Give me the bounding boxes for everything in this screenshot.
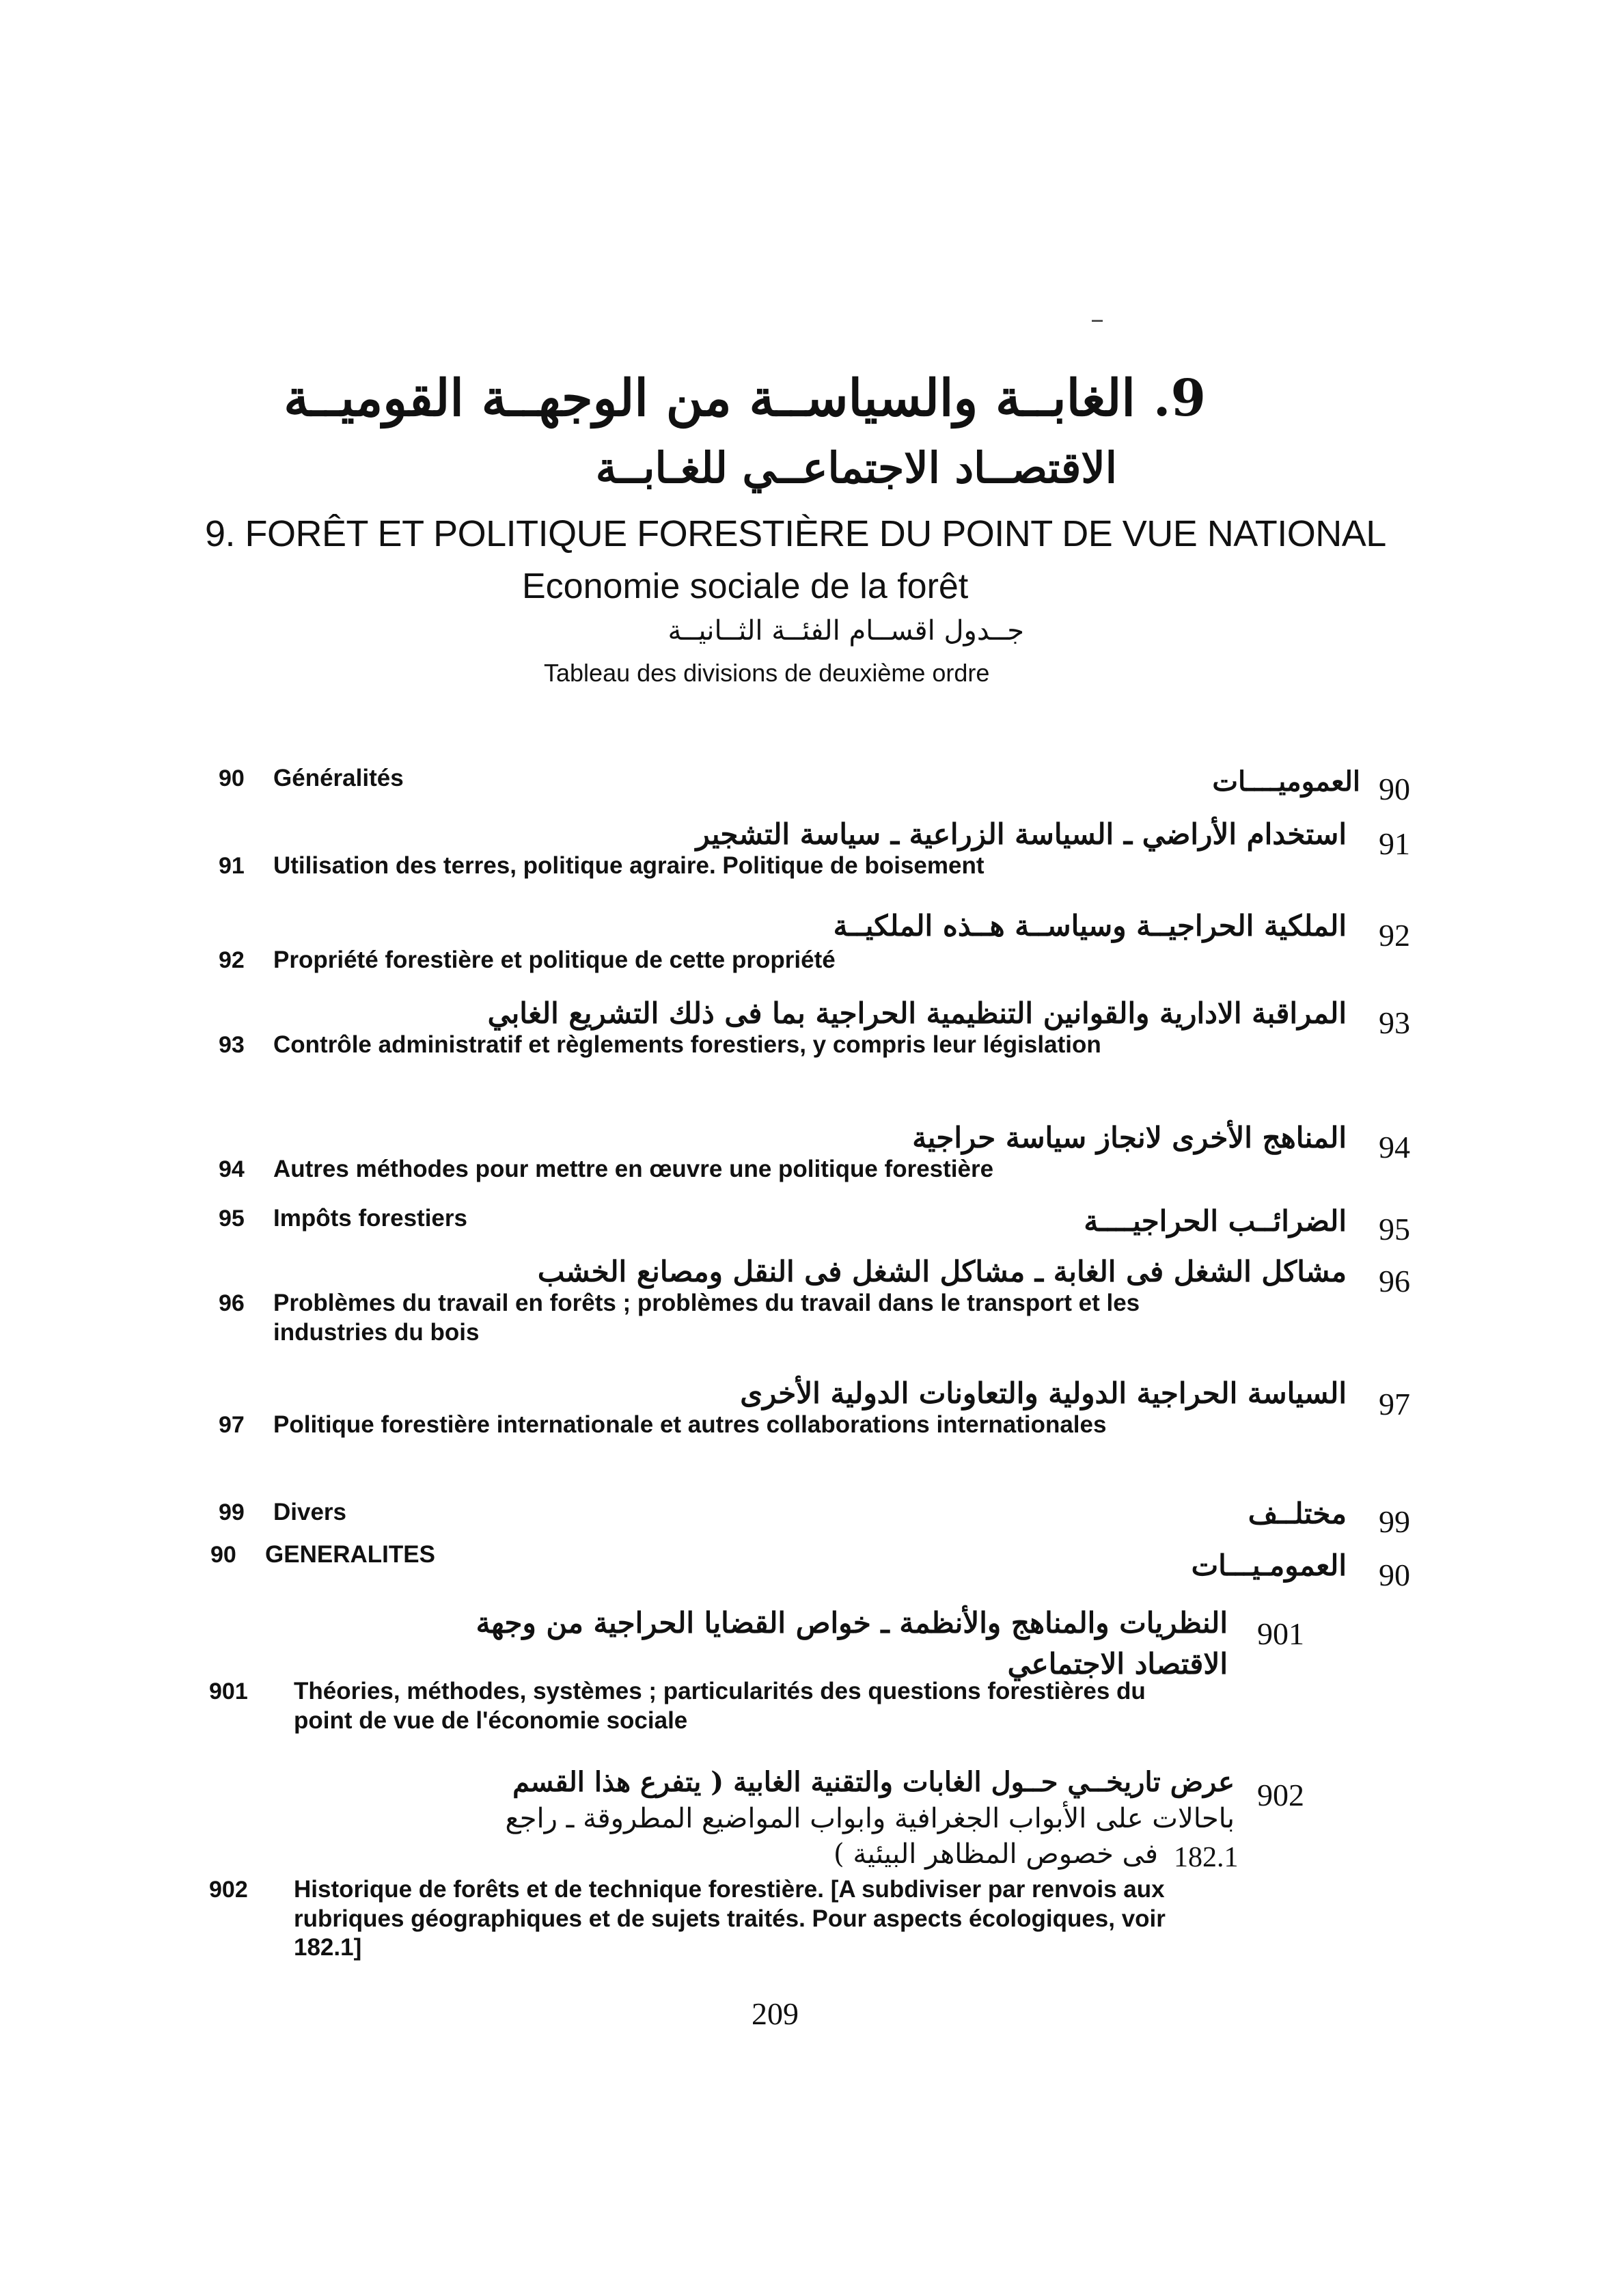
page-number: 209 [752, 1996, 799, 2031]
subentry-code-fr: 902 [209, 1877, 248, 1903]
entry-code-ar: 96 [1379, 1264, 1410, 1299]
entry-code-fr: 90 [219, 765, 245, 791]
entry-text-ar: السياسة الحراجية الدولية والتعاونات الدولية الأخرى [740, 1376, 1347, 1410]
subentry-text-ar: النظريات والمناهج والأنظمة ـ خواص القضايا الحراجية من وجهة [476, 1606, 1228, 1640]
subentry-ref-ar: 182.1 [1174, 1842, 1239, 1873]
entry-text-fr: Autres méthodes pour mettre en œuvre une politique forestière [273, 1156, 994, 1182]
entry-text-ar: الملكية الحراجيــة وسياســة هــذه الملكيــة [833, 909, 1347, 942]
section-code-ar: 90 [1379, 1558, 1410, 1592]
entry-code-fr: 97 [219, 1412, 245, 1438]
entry-text-ar: المراقبة الادارية والقوانين التنظيمية الحراجية بما فى ذلك التشريع الغابي [487, 996, 1347, 1030]
entry-code-ar: 94 [1379, 1130, 1410, 1165]
entry-text-fr: Problèmes du travail en forêts ; problèmes du travail dans le transport et les industries du bois [273, 1290, 1140, 1346]
subentry-code-ar: 901 [1257, 1616, 1304, 1651]
entry-text-ar: المناهج الأخرى لانجاز سياسة حراجية [912, 1121, 1347, 1154]
entry-code-ar: 93 [1379, 1005, 1410, 1040]
section-code-fr: 90 [210, 1542, 236, 1568]
subentry-text-ar: فى خصوص المظاهر البيئية ) [834, 1838, 1158, 1870]
table-label-arabic: جــدول اقســام الفئــة الثــانيــة [668, 615, 1024, 647]
entry-text-ar: مشاكل الشغل فى الغابة ـ مشاكل الشغل فى النقل ومصانع الخشب [537, 1255, 1347, 1288]
entry-text-ar: مختلــف [1248, 1497, 1347, 1530]
entry-code-ar: 91 [1379, 826, 1410, 861]
subentry-text-fr: Théories, méthodes, systèmes ; particularités des questions forestières du point de vue de l'économie sociale [294, 1678, 1146, 1734]
subentry-code-ar: 902 [1257, 1778, 1304, 1812]
entry-text-fr: Contrôle administratif et règlements forestiers, y compris leur législation [273, 1031, 1101, 1058]
subentry-text-fr: Historique de forêts et de technique forestière. [A subdiviser par renvois aux rubriques géographiques et de sujets traités. Pour aspects écologiques, voir 182.1] [294, 1876, 1166, 1961]
french-title: 9. FORÊT ET POLITIQUE FORESTIÈRE DU POINT DE VUE NATIONAL [205, 513, 1386, 554]
section-title-fr: GENERALITES [265, 1541, 435, 1568]
entry-code-fr: 93 [219, 1032, 245, 1058]
entry-code-ar: 97 [1379, 1387, 1410, 1422]
scan-mark [1092, 320, 1103, 322]
entry-code-fr: 96 [219, 1290, 245, 1316]
entry-code-ar: 92 [1379, 918, 1410, 953]
entry-text-ar: استخدام الأراضي ـ السياسة الزراعية ـ سياسة التشجير [696, 817, 1347, 851]
subentry-text-ar: الاقتصاد الاجتماعي [1007, 1647, 1228, 1681]
arabic-subtitle: الاقتصــاد الاجتماعــي للغـابــة [595, 443, 1117, 493]
entry-text-fr: Généralités [273, 765, 404, 791]
entry-code-fr: 95 [219, 1206, 245, 1232]
entry-text-fr: Politique forestière internationale et autres collaborations internationales [273, 1411, 1107, 1438]
entry-code-fr: 94 [219, 1156, 245, 1182]
entry-text-fr: Divers [273, 1499, 347, 1525]
entry-code-ar: 95 [1379, 1212, 1410, 1247]
subentry-code-fr: 901 [209, 1678, 248, 1704]
entry-text-fr: Propriété forestière et politique de cette propriété [273, 947, 836, 973]
entry-code-ar: 99 [1379, 1504, 1410, 1539]
entry-text-fr: Impôts forestiers [273, 1205, 467, 1232]
section-title-ar: العمومـيـــات [1191, 1549, 1347, 1582]
entry-code-fr: 92 [219, 947, 245, 973]
french-subtitle: Economie sociale de la forêt [522, 567, 969, 606]
table-label-french: Tableau des divisions de deuxième ordre [544, 659, 990, 687]
subentry-text-ar: باحالات على الأبواب الجغرافية وابواب المواضيع المطروقة ـ راجع [505, 1803, 1235, 1834]
entry-text-fr: Utilisation des terres, politique agraire. Politique de boisement [273, 852, 985, 879]
entry-code-fr: 91 [219, 853, 245, 879]
entry-text-ar: العموميــــات [1212, 765, 1360, 798]
entry-code-fr: 99 [219, 1499, 245, 1525]
entry-text-ar: الضرائــب الحراجيــــة [1084, 1204, 1347, 1238]
arabic-title: 9. الغابــة والسياســة من الوجهــة القوميــة [284, 369, 1206, 428]
subentry-text-ar: عرض تاريخــي حــول الغابات والتقنية الغابية ( يتفرع هذا القسم [512, 1766, 1235, 1798]
entry-code-ar: 90 [1379, 772, 1410, 806]
